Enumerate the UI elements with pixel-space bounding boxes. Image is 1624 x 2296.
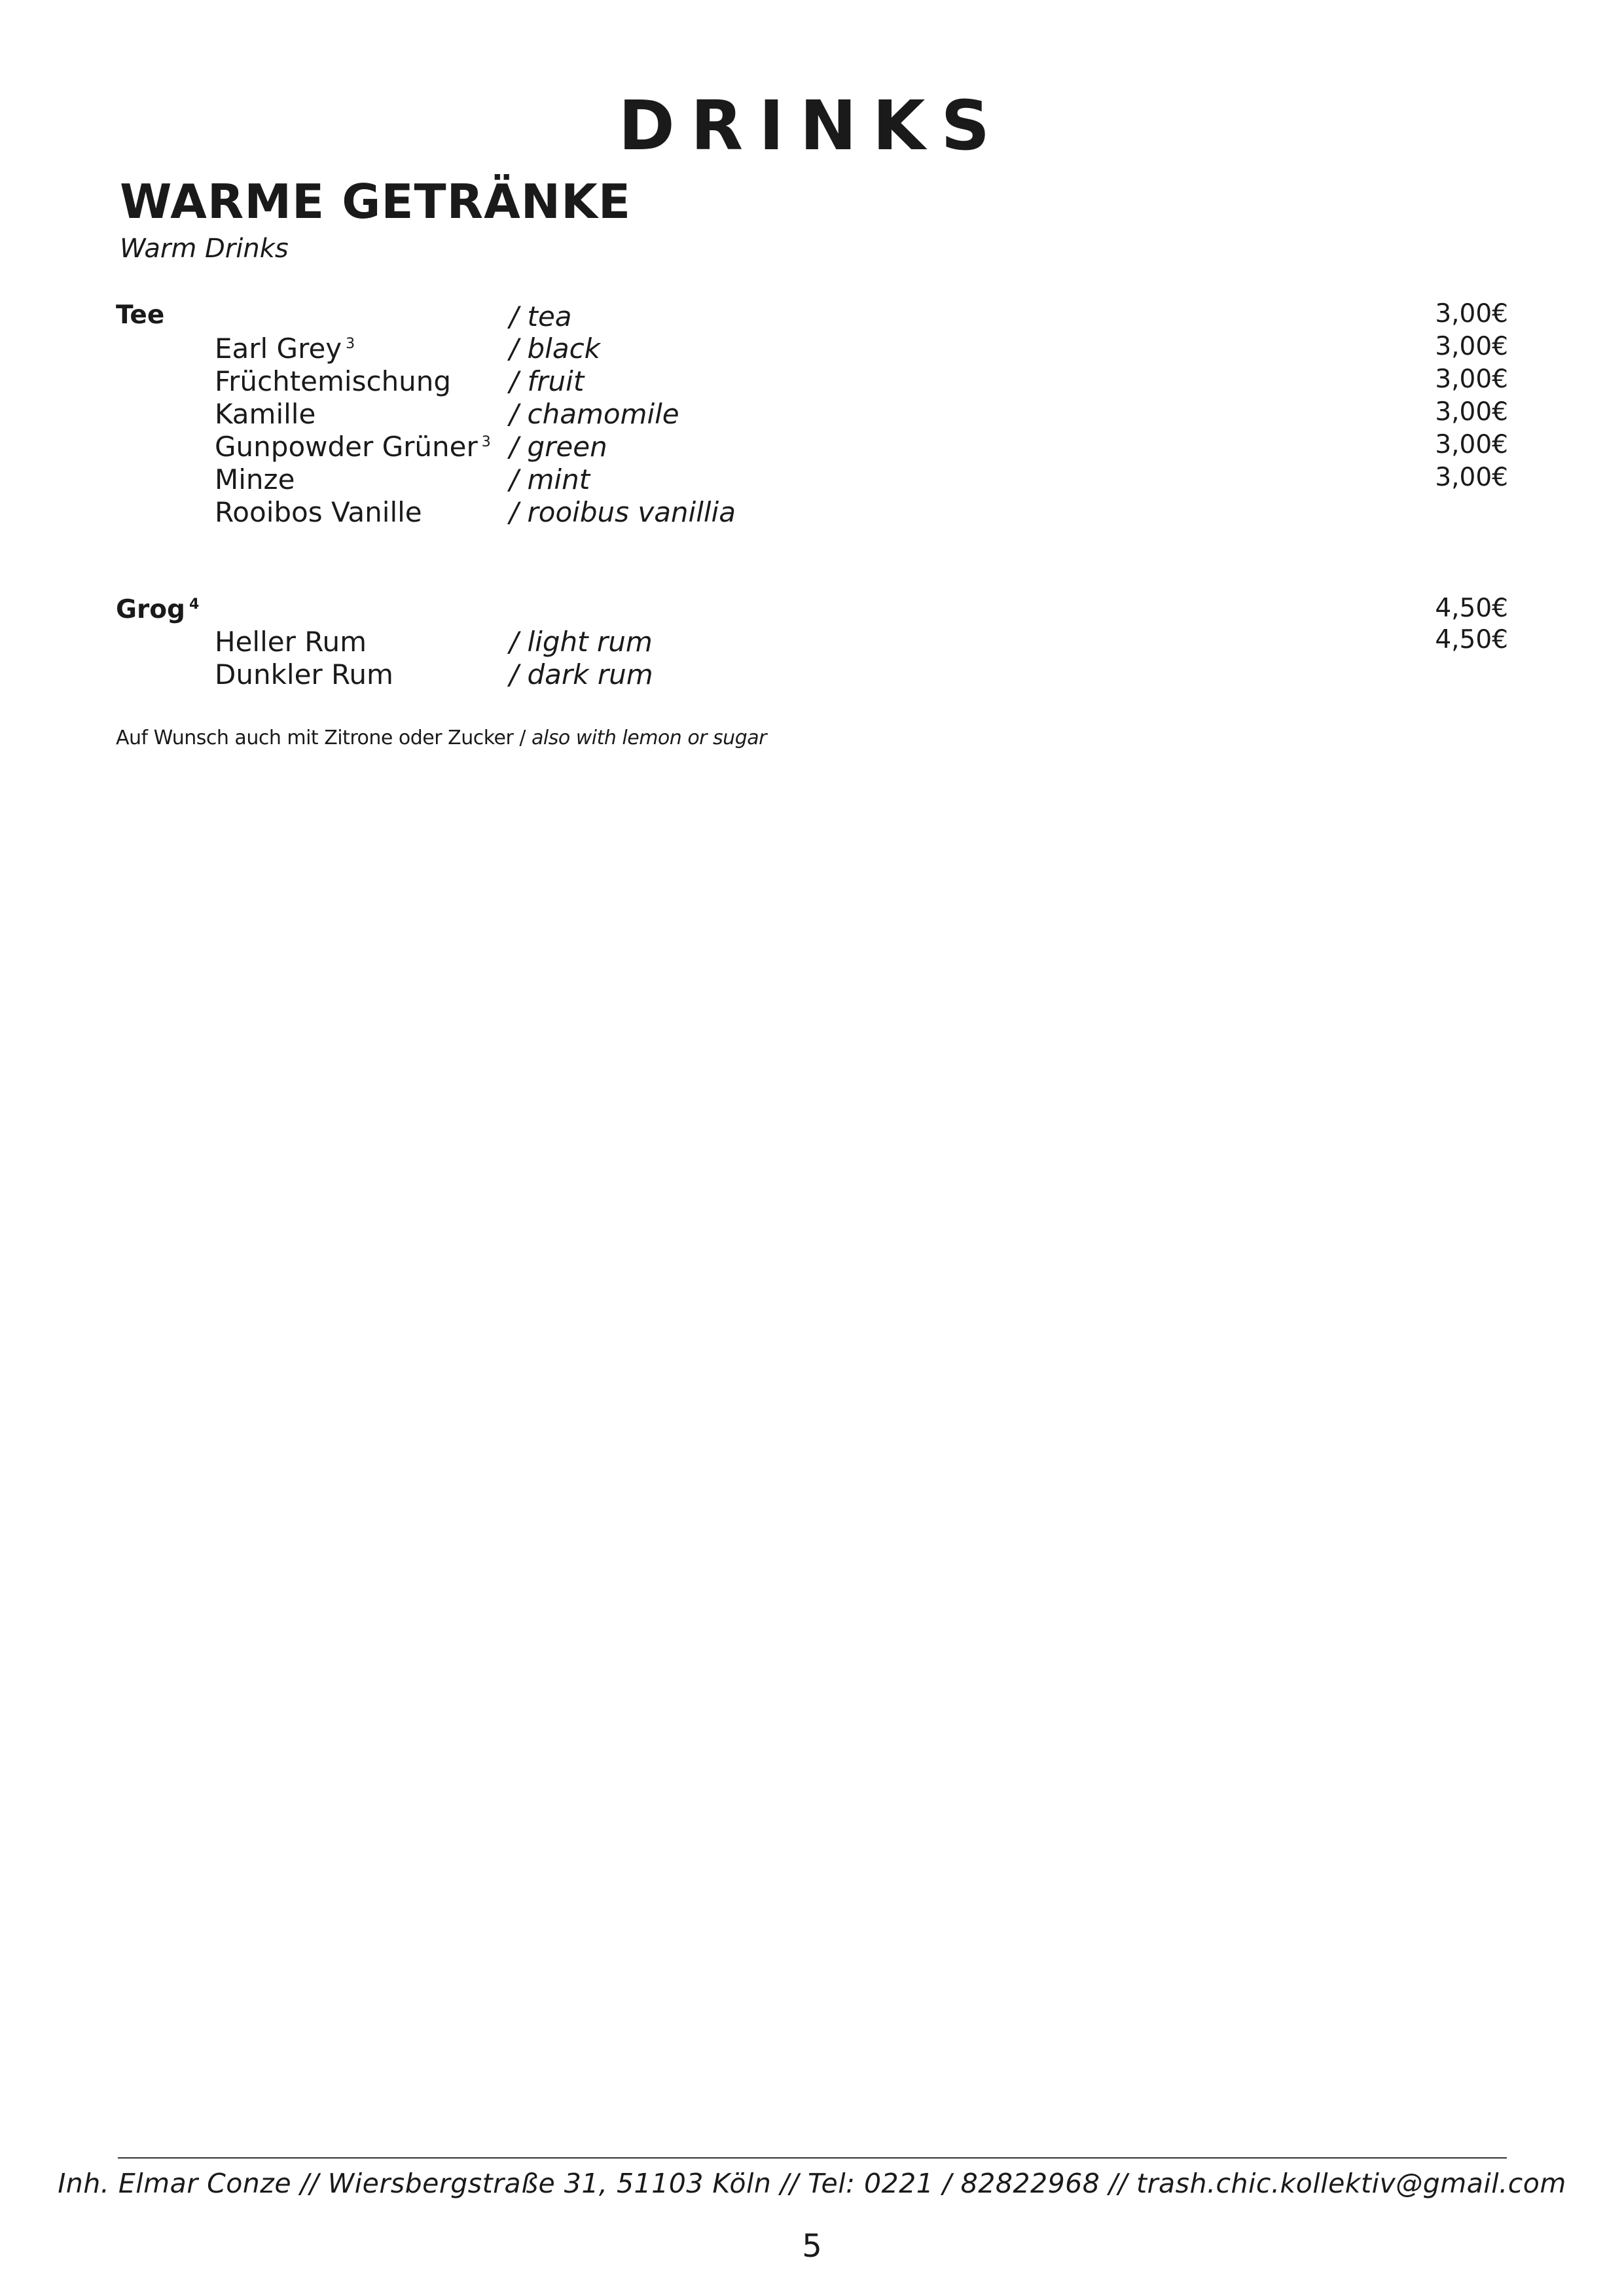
serving-note-german: Auf Wunsch auch mit Zitrone oder Zucker /: [116, 726, 526, 749]
footer-address: Inh. Elmar Conze // Wiersbergstraße 31, 51103 Köln // Tel: 0221 / 82822968 // trash.chic.kollektiv@gmail.com: [58, 2168, 1566, 2199]
menu-item-price: 3,00€: [1435, 332, 1508, 361]
menu-item-price: 3,00€: [1435, 430, 1508, 459]
page-title: DRINKS: [618, 86, 1006, 166]
menu-item-name: Heller Rum: [215, 626, 367, 658]
footer-divider: [118, 2157, 1507, 2159]
group-label-tee: [116, 302, 164, 328]
menu-item-name: Rooibos Vanille: [215, 496, 422, 528]
menu-item-translation: / mint: [509, 463, 590, 495]
menu-item-translation: / dark rum: [509, 658, 653, 691]
footnote-marker: 3: [481, 434, 491, 450]
group-price-grog: 4,50€: [1435, 594, 1508, 623]
serving-note-english: also with lemon or sugar: [531, 726, 767, 749]
menu-item-translation: / chamomile: [509, 398, 679, 430]
menu-item-translation: / black: [509, 332, 600, 365]
group-label-text: Grog: [116, 595, 185, 624]
menu-item-translation: / light rum: [509, 626, 653, 658]
menu-item-translation: / green: [509, 431, 607, 463]
menu-item-name: Earl Grey $^3$: [215, 332, 355, 365]
menu-item-translation: / fruit: [509, 365, 585, 397]
group-label-grog: [116, 597, 199, 622]
section-heading: WARME GETRÄNKE: [120, 174, 632, 229]
menu-item-name: Kamille: [215, 398, 316, 430]
page-number: 5: [802, 2228, 822, 2265]
group-translation-tee: / tea: [509, 300, 572, 332]
menu-item-name: Minze: [215, 463, 295, 495]
menu-item-price: 3,00€: [1435, 397, 1508, 427]
menu-item-price: 3,00€: [1435, 365, 1508, 394]
menu-item-name: Dunkler Rum: [215, 658, 393, 691]
group-label-text: Tee: [116, 300, 165, 330]
menu-item-translation: / rooibus vanillia: [509, 496, 736, 528]
footnote-marker: 3: [346, 336, 355, 352]
menu-item-name: Gunpowder Grüner $^3$: [215, 431, 491, 463]
menu-item-name: Früchtemischung: [215, 365, 452, 397]
section-subheading: Warm Drinks: [120, 234, 289, 264]
menu-item-price: 3,00€: [1435, 463, 1508, 492]
group-price-tee: 3,00€: [1435, 299, 1508, 329]
footnote-marker: 4: [189, 596, 200, 613]
menu-item-price: 4,50€: [1435, 625, 1508, 655]
serving-note: [116, 728, 767, 748]
